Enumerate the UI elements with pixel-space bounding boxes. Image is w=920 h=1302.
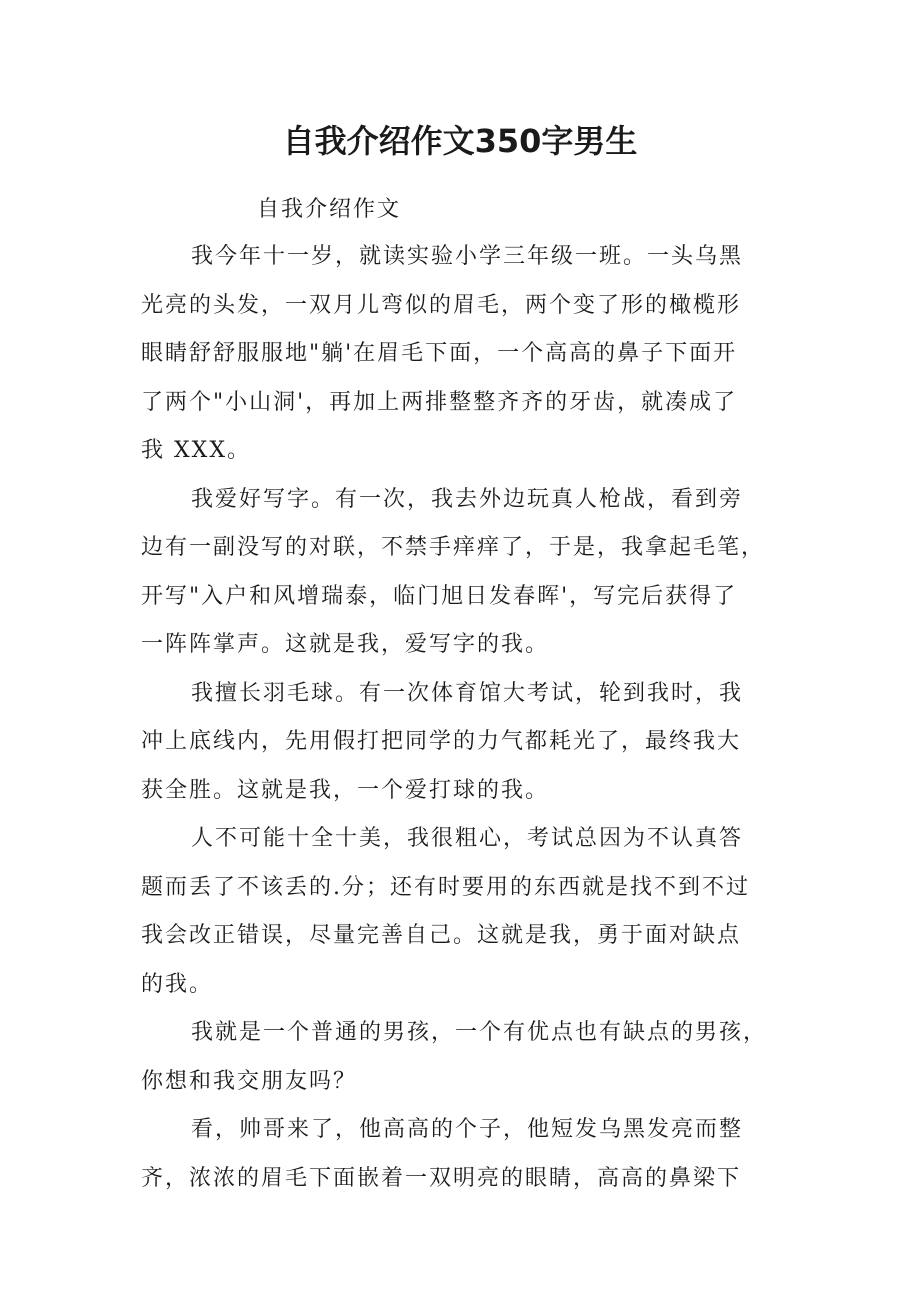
paragraph-6 [141,1106,781,1203]
text-line: 我会改正错误，尽量完善自己。这就是我，勇于面对缺点 [141,923,742,948]
text-line: 光亮的头发，一双月儿弯似的眉毛，两个变了形的橄榄形 [141,292,742,318]
paragraph-1 [141,233,781,476]
article-body [141,233,781,1203]
subtitle: 自我介绍作文 [257,197,402,222]
text-line: 我 XXX。 [141,438,251,463]
paragraph-3 [141,670,781,816]
text-line: 你想和我交朋友吗？ [141,1068,358,1094]
text-line: 的我。 [141,971,214,997]
text-line: 了两个"小山洞'，再加上两排整整齐齐的牙齿，就凑成了 [141,389,738,415]
paragraph-5 [141,1009,781,1106]
text-line: 人不可能十全十美，我很粗心，考试总因为不认真答 [191,826,744,851]
text-line: 我今年十一岁，就读实验小学三年级一班。一头乌黑 [191,244,744,269]
text-line: 齐，浓浓的眉毛下面嵌着一双明亮的眼睛，高高的鼻梁下 [141,1165,742,1191]
text-line: 我就是一个普通的男孩，一个有优点也有缺点的男孩， [191,1020,768,1045]
text-line: 获全胜。这就是我，一个爱打球的我。 [141,777,550,803]
paragraph-2 [141,476,781,670]
text-line: 我爱好写字。有一次，我去外边玩真人枪战，看到旁 [191,486,744,512]
paragraph-4 [141,815,781,1009]
text-line: 我擅长羽毛球。有一次体育馆大考试，轮到我时，我 [191,680,744,706]
text-line: 眼睛舒舒服服地"躺'在眉毛下面，一个高高的鼻子下面开 [141,341,738,366]
text-line: 一阵阵掌声。这就是我，爱写字的我。 [141,632,550,657]
text-line: 开写"入户和风增瑞泰，临门旭日发春晖'，写完后获得了 [141,583,738,609]
page-title: 自我介绍作文350字男生 [282,122,638,160]
text-line: 看，帅哥来了，他高高的个子，他短发乌黑发亮而整 [191,1117,744,1142]
text-line: 题而丢了不该丢的.分；还有时要用的东西就是找不到不过 [141,874,750,900]
text-line: 边有一副没写的对联，不禁手痒痒了，于是，我拿起毛笔， [141,535,766,560]
text-line: 冲上底线内，先用假打把同学的力气都耗光了，最终我大 [141,729,742,754]
